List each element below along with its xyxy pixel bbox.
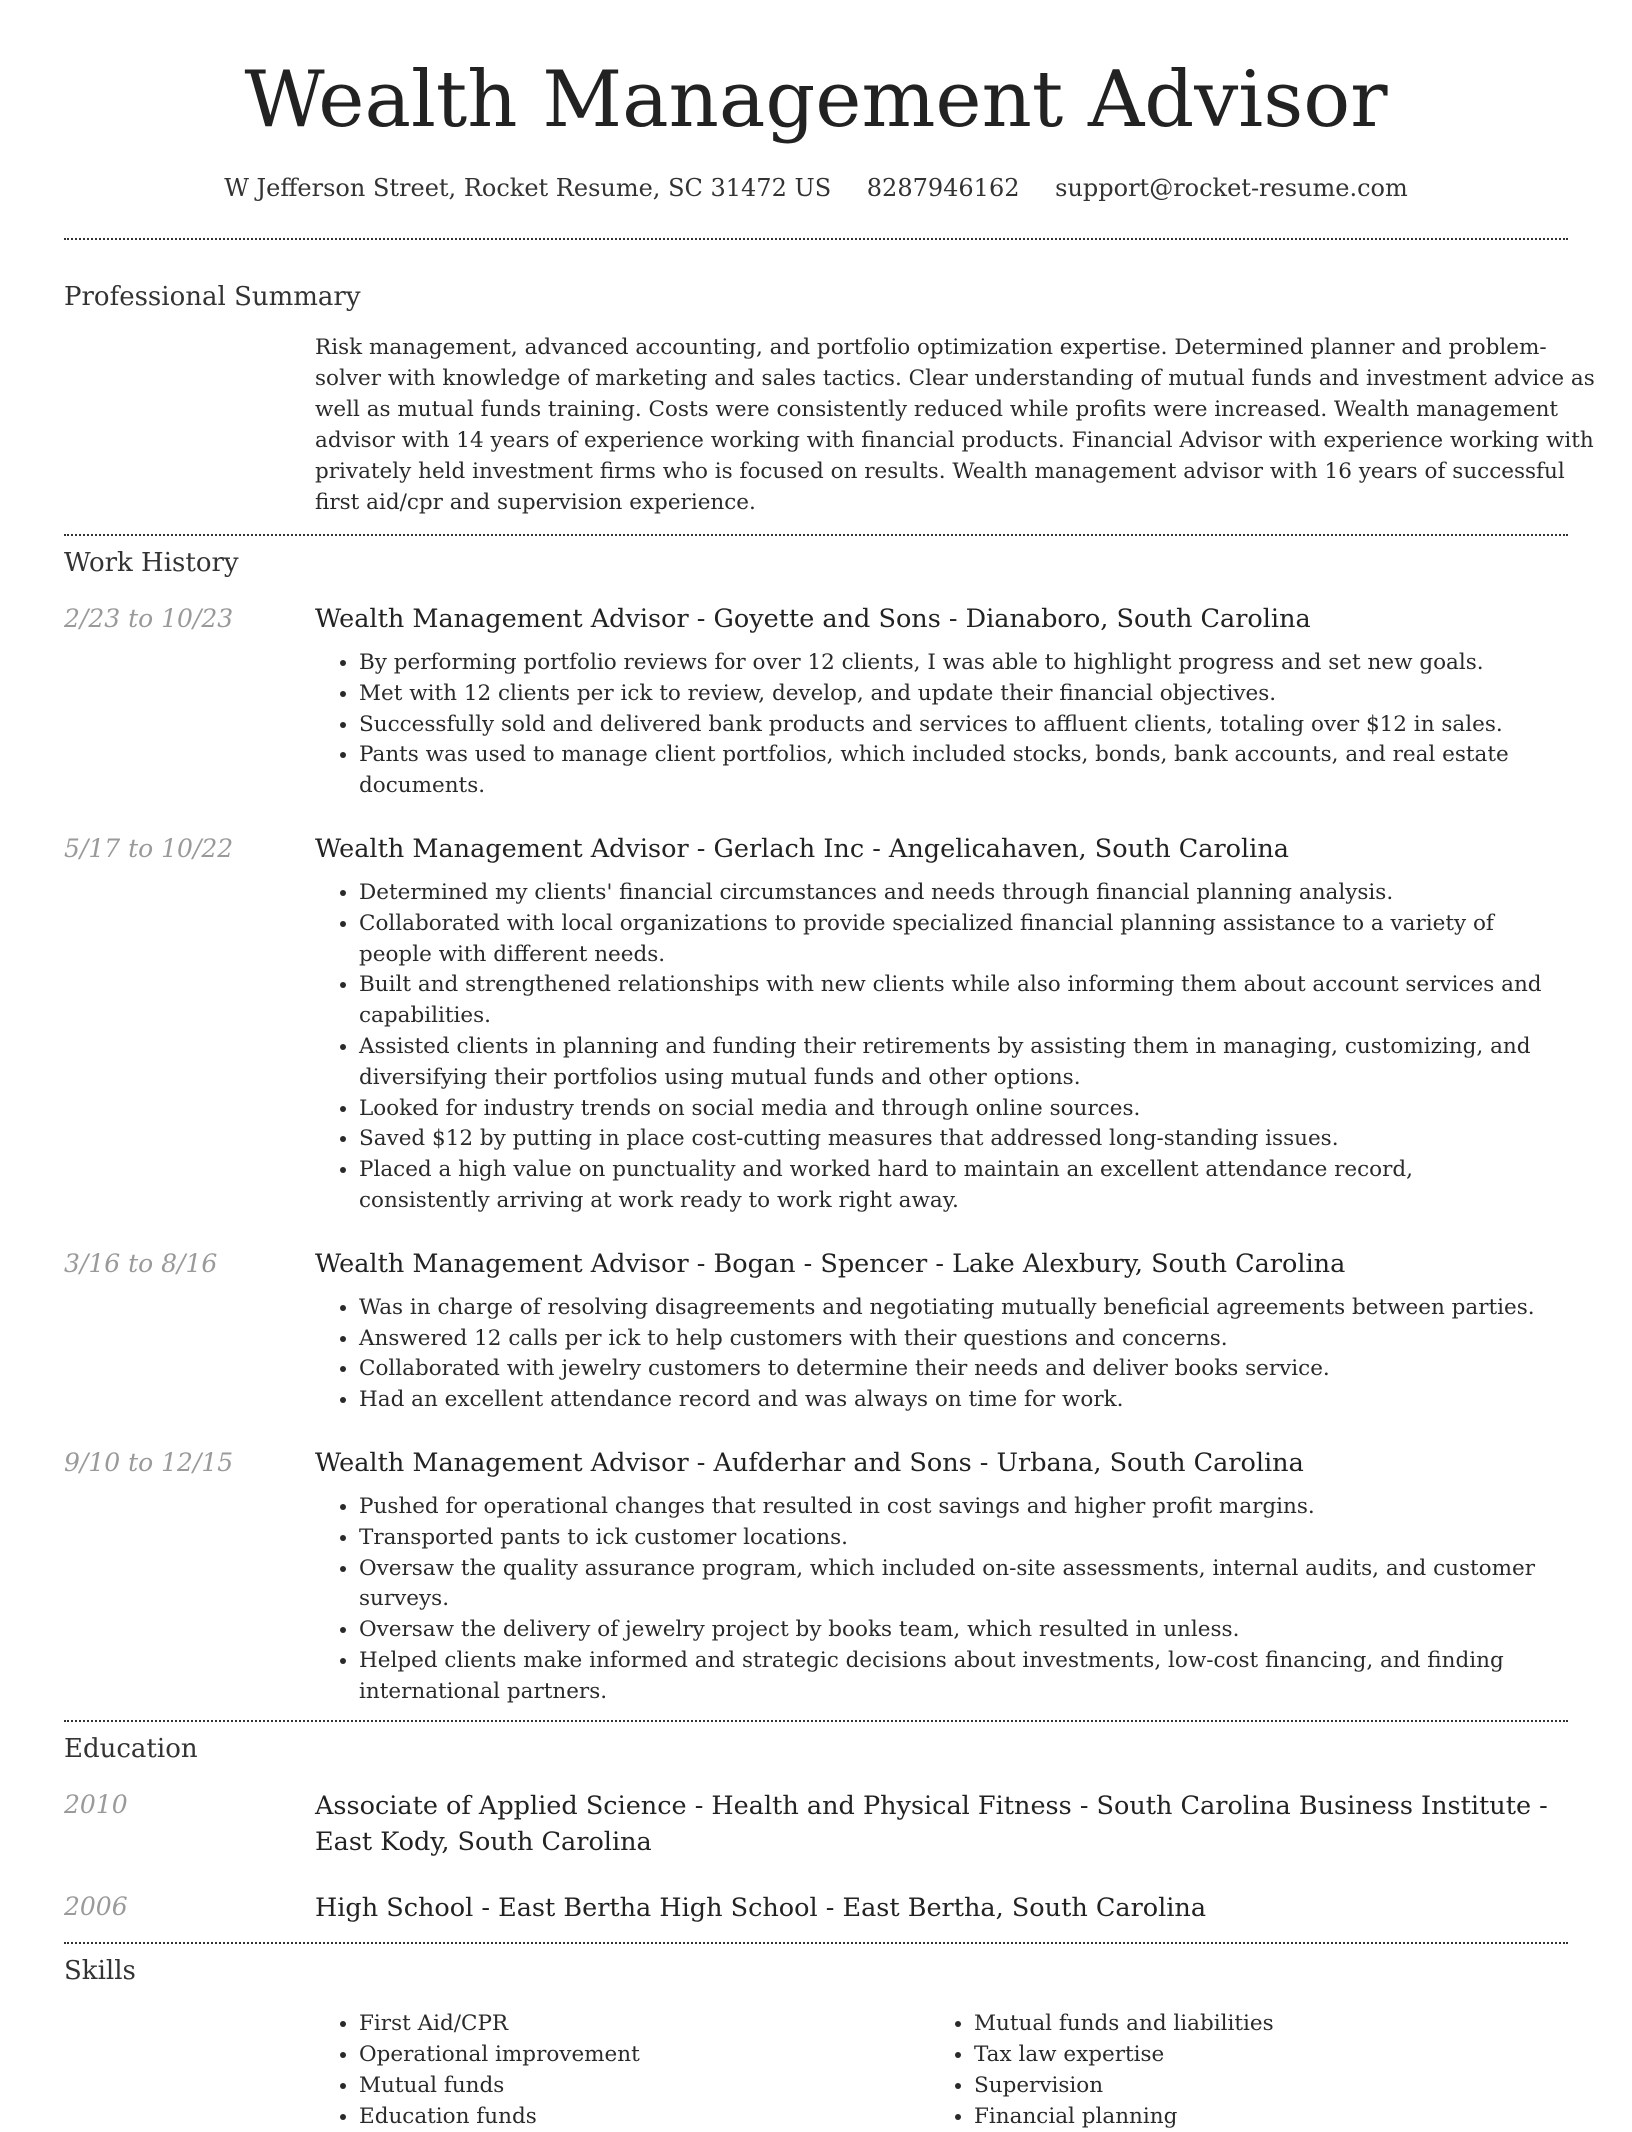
section-divider	[64, 238, 1568, 240]
skill-item: • First Aid/CPR	[359, 2008, 930, 2039]
job-dates: 3/16 to 8/16	[64, 1248, 218, 1278]
job-bullet: • Saved $12 by putting in place cost-cutting measures that addressed long-standing issues.	[359, 1124, 1547, 1155]
job-entry	[64, 832, 1632, 1217]
job-bullets	[315, 648, 1547, 802]
job-bullet: • By performing portfolio reviews for over 12 clients, I was able to highlight progress and set new goals.	[359, 648, 1547, 679]
skill-item: • Financial planning	[974, 2101, 1545, 2132]
job-bullet: • Was in charge of resolving disagreements and negotiating mutually beneficial agreements between parties.	[359, 1293, 1547, 1324]
job-bullets	[315, 878, 1547, 1217]
job-title: Wealth Management Advisor - Goyette and Sons - Dianaboro, South Carolina	[315, 604, 1311, 634]
section-divider	[64, 1942, 1568, 1944]
job-title: Wealth Management Advisor - Gerlach Inc - Angelicahaven, South Carolina	[315, 833, 1289, 864]
job-bullet: • Met with 12 clients per ick to review, develop, and update their financial objectives.	[359, 679, 1547, 710]
skill-item: • Mutual funds	[359, 2070, 930, 2101]
skill-item: • Tax law expertise	[974, 2039, 1545, 2070]
contact-phone: 8287946162	[866, 174, 1020, 202]
job-bullets	[315, 1293, 1547, 1416]
job-bullet: • Oversaw the delivery of jewelry project by books team, which resulted in unless.	[359, 1615, 1547, 1646]
education-heading: Education	[64, 1733, 198, 1764]
job-bullet: • Pushed for operational changes that resulted in cost savings and higher profit margins.	[359, 1492, 1547, 1523]
education-entry	[64, 1788, 1632, 1860]
contact-line	[0, 172, 1632, 204]
job-bullet: • Collaborated with local organizations to provide specialized financial planning assistance to a variety of people with different needs.	[359, 909, 1547, 971]
skills-column-left	[315, 2008, 930, 2132]
job-bullet: • Assisted clients in planning and funding their retirements by assisting them in managing, customizing, and diversifying their portfolios using mutual funds and other options.	[359, 1032, 1547, 1094]
job-bullet: • Had an excellent attendance record and was always on time for work.	[359, 1385, 1547, 1416]
job-dates: 9/10 to 12/15	[64, 1447, 234, 1477]
resume-name: Wealth Management Advisor	[244, 55, 1388, 145]
skill-item: • Operational improvement	[359, 2039, 930, 2070]
education-year: 2006	[64, 1891, 128, 1921]
job-bullet: • Answered 12 calls per ick to help customers with their questions and concerns.	[359, 1324, 1547, 1355]
skill-item: • Mutual funds and liabilities	[974, 2008, 1545, 2039]
job-entry	[64, 1247, 1632, 1416]
skill-item: • Education funds	[359, 2101, 930, 2132]
section-divider	[64, 1720, 1568, 1722]
job-bullet: • Successfully sold and delivered bank products and services to affluent clients, totaling over $12 in sales.	[359, 710, 1547, 741]
job-dates: 5/17 to 10/22	[64, 833, 234, 863]
education-title: High School - East Bertha High School - East Bertha, South Carolina	[315, 1892, 1207, 1923]
job-bullets	[315, 1492, 1547, 1708]
contact-email: support@rocket-resume.com	[1055, 174, 1408, 202]
education-title: Associate of Applied Science - Health and Physical Fitness - South Carolina Business Institute - East Kody, South Carolina	[315, 1790, 1548, 1857]
job-title: Wealth Management Advisor - Aufderhar and Sons - Urbana, South Carolina	[315, 1447, 1304, 1478]
job-bullet: • Helped clients make informed and strategic decisions about investments, low-cost financing, and finding international partners.	[359, 1646, 1547, 1708]
job-entry	[64, 1446, 1632, 1708]
job-entry	[64, 602, 1632, 802]
job-title: Wealth Management Advisor - Bogan - Spencer - Lake Alexbury, South Carolina	[315, 1248, 1346, 1279]
skills-list	[315, 2008, 1632, 2132]
education-entry	[64, 1890, 1632, 1926]
job-bullet: • Placed a high value on punctuality and worked hard to maintain an excellent attendance record, consistently arriving at work ready to work right away.	[359, 1155, 1547, 1217]
education-year: 2010	[64, 1789, 128, 1819]
skills-heading: Skills	[64, 1955, 136, 1986]
summary-heading: Professional Summary	[64, 282, 361, 312]
skills-column-right	[930, 2008, 1545, 2132]
job-bullet: • Looked for industry trends on social media and through online sources.	[359, 1094, 1547, 1125]
job-bullet: • Transported pants to ick customer locations.	[359, 1523, 1547, 1554]
work-heading: Work History	[64, 548, 239, 578]
job-bullet: • Collaborated with jewelry customers to determine their needs and deliver books service.	[359, 1354, 1547, 1385]
contact-address: W Jefferson Street, Rocket Resume, SC 31472 US	[224, 174, 832, 202]
skill-item: • Supervision	[974, 2070, 1545, 2101]
job-dates: 2/23 to 10/23	[64, 604, 234, 633]
summary-text: Risk management, advanced accounting, and portfolio optimization expertise. Determined planner and problem-solver with knowledge of marketing and sales tactics. Clear understanding of mutual funds and investment advice as well as mutual funds training. Costs were consistently reduced while profits were increased. Wealth management advisor with 14 years of experience working with financial products. Financial Advisor with experience working with privately held investment firms who is focused on results. Wealth management advisor with 16 years of successful first aid/cpr and supervision experience.	[315, 335, 1595, 515]
job-bullet: • Oversaw the quality assurance program, which included on-site assessments, internal audits, and customer surveys.	[359, 1554, 1547, 1616]
job-bullet: • Built and strengthened relationships with new clients while also informing them about account services and capabilities.	[359, 970, 1547, 1032]
job-bullet: • Determined my clients' financial circumstances and needs through financial planning analysis.	[359, 878, 1547, 909]
job-bullet: • Pants was used to manage client portfolios, which included stocks, bonds, bank accounts, and real estate documents.	[359, 740, 1547, 802]
section-divider	[64, 534, 1568, 536]
